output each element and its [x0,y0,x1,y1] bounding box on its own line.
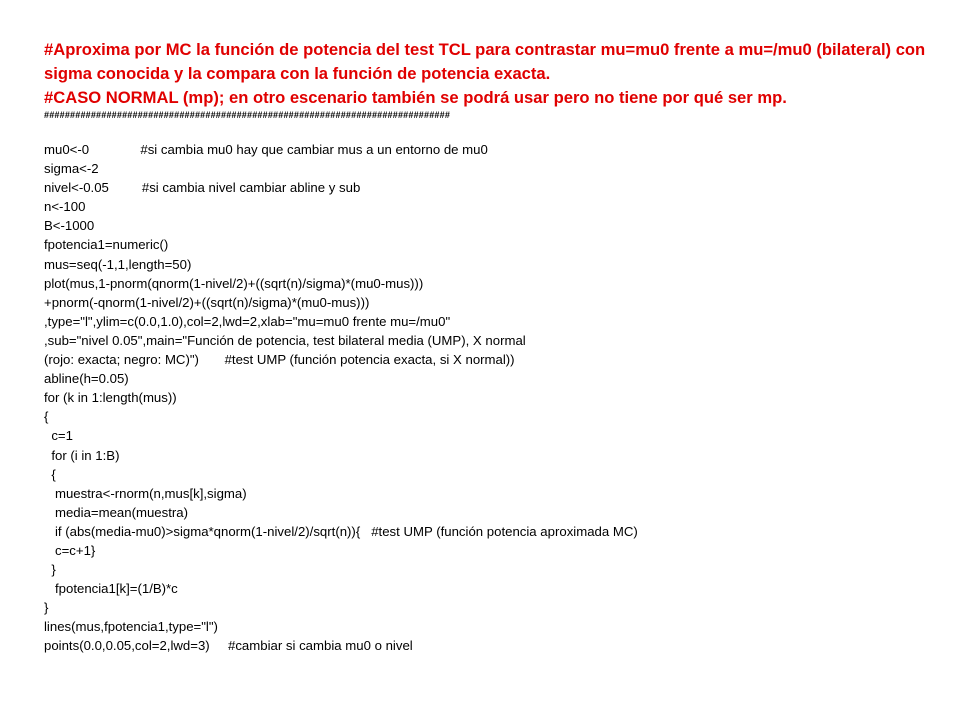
code-line: abline(h=0.05) [44,371,129,387]
code-line: c=1 [44,428,73,444]
code-line: ,type="l",ylim=c(0.0,1.0),col=2,lwd=2,xlab="mu=mu0 frente mu=/mu0" [44,313,451,329]
code-line: { [44,466,56,482]
code-line: (rojo: exacta; negro: MC)") #test UMP (función potencia exacta, si X normal)) [44,352,515,368]
code-line: if (abs(media-mu0)>sigma*qnorm(1-nivel/2)/sqrt(n)){ #test UMP (función potencia aproximada MC) [44,523,638,539]
code-line: c=c+1} [44,542,96,558]
code-line: lines(mus,fpotencia1,type="l") [44,619,218,635]
code-line: n<-100 [44,199,86,215]
code-line: sigma<-2 [44,161,99,177]
code-line: } [44,562,56,578]
code-line: nivel<-0.05 #si cambia nivel cambiar abline y sub [44,180,361,196]
code-line: { [44,409,49,425]
heading-line-2: sigma conocida y la compara con la función de potencia exacta. [44,64,551,83]
heading-comment [44,38,934,110]
hash-separator: ############################################################################## [44,110,451,120]
code-line: ,sub="nivel 0.05",main="Función de potencia, test bilateral media (UMP), X normal [44,332,526,348]
code-line: B<-1000 [44,218,95,234]
code-line: mu0<-0 #si cambia mu0 hay que cambiar mus a un entorno de mu0 [44,142,488,157]
code-block [44,140,944,656]
code-line: } [44,600,49,616]
code-line: media=mean(muestra) [44,504,189,520]
code-line: fpotencia1=numeric() [44,237,169,253]
code-line: points(0.0,0.05,col=2,lwd=3) #cambiar si cambia mu0 o nivel [44,638,413,654]
code-line: for (i in 1:B) [44,447,120,463]
code-line: fpotencia1[k]=(1/B)*c [44,581,178,597]
heading-line-3: #CASO NORMAL (mp); en otro escenario también se podrá usar pero no tiene por qué ser mp. [44,88,787,107]
heading-line-1: #Aproxima por MC la función de potencia del test TCL para contrastar mu=mu0 frente a mu=/mu0 (bilateral) con [44,40,926,59]
code-line: plot(mus,1-pnorm(qnorm(1-nivel/2)+((sqrt(n)/sigma)*(mu0-mus))) [44,275,424,291]
code-line: +pnorm(-qnorm(1-nivel/2)+((sqrt(n)/sigma)*(mu0-mus))) [44,294,370,310]
code-line: for (k in 1:length(mus)) [44,390,177,406]
code-line: muestra<-rnorm(n,mus[k],sigma) [44,485,247,501]
code-line: mus=seq(-1,1,length=50) [44,256,192,272]
